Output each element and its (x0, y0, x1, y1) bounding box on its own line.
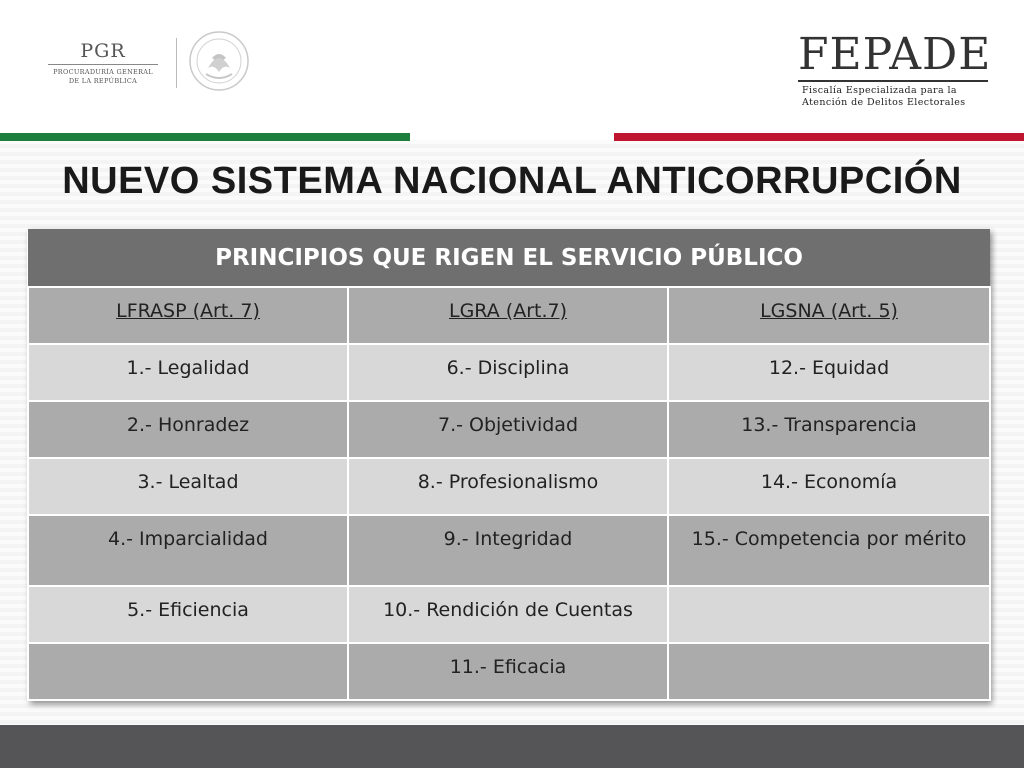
table-cell: 8.- Profesionalismo (348, 458, 668, 515)
table-row (28, 515, 990, 586)
fepade-logo-title: FEPADE (798, 29, 992, 80)
pgr-logo-rule (48, 64, 158, 65)
table-cell: 2.- Honradez (28, 401, 348, 458)
table-title: PRINCIPIOS QUE RIGEN EL SERVICIO PÚBLICO (28, 229, 990, 287)
table-cell: 12.- Equidad (668, 344, 990, 401)
table-cell: 5.- Eficiencia (28, 586, 348, 643)
column-header: LGRA (Art.7) (348, 287, 668, 344)
pgr-logo-subtitle-2: DE LA REPÚBLICA (68, 77, 138, 85)
green-accent-bar (0, 133, 410, 141)
footer-band (0, 725, 1024, 768)
table-cell: 6.- Disciplina (348, 344, 668, 401)
principles-table (27, 229, 989, 701)
table-header-row (28, 287, 990, 344)
fepade-logo-rule (798, 80, 988, 82)
table-cell (28, 643, 348, 700)
fepade-logo-subtitle-1: Fiscalía Especializada para la (802, 85, 957, 96)
pgr-logo (48, 40, 168, 86)
table-cell (668, 643, 990, 700)
logo-divider (176, 38, 177, 88)
pgr-logo-subtitle-1: PROCURADURÍA GENERAL (53, 68, 153, 76)
national-seal-icon (188, 30, 250, 92)
header (0, 0, 1024, 140)
table-cell: 7.- Objetividad (348, 401, 668, 458)
table-cell: 11.- Eficacia (348, 643, 668, 700)
red-accent-bar (614, 133, 1024, 141)
table-row (28, 344, 990, 401)
table-cell: 13.- Transparencia (668, 401, 990, 458)
table-row (28, 458, 990, 515)
table-cell: 15.- Competencia por mérito (668, 515, 990, 586)
table-row (28, 643, 990, 700)
table-row (28, 401, 990, 458)
column-header: LFRASP (Art. 7) (28, 287, 348, 344)
pgr-logo-title: PGR (80, 40, 126, 62)
table-cell: 9.- Integridad (348, 515, 668, 586)
column-header: LGSNA (Art. 5) (668, 287, 990, 344)
table-cell: 10.- Rendición de Cuentas (348, 586, 668, 643)
fepade-logo (798, 29, 992, 109)
table-cell: 1.- Legalidad (28, 344, 348, 401)
table-cell (668, 586, 990, 643)
table-cell: 14.- Economía (668, 458, 990, 515)
table-cell: 3.- Lealtad (28, 458, 348, 515)
page-title: NUEVO SISTEMA NACIONAL ANTICORRUPCIÓN (62, 160, 962, 202)
fepade-logo-subtitle-2: Atención de Delitos Electorales (802, 97, 966, 108)
table-row (28, 586, 990, 643)
table-cell: 4.- Imparcialidad (28, 515, 348, 586)
